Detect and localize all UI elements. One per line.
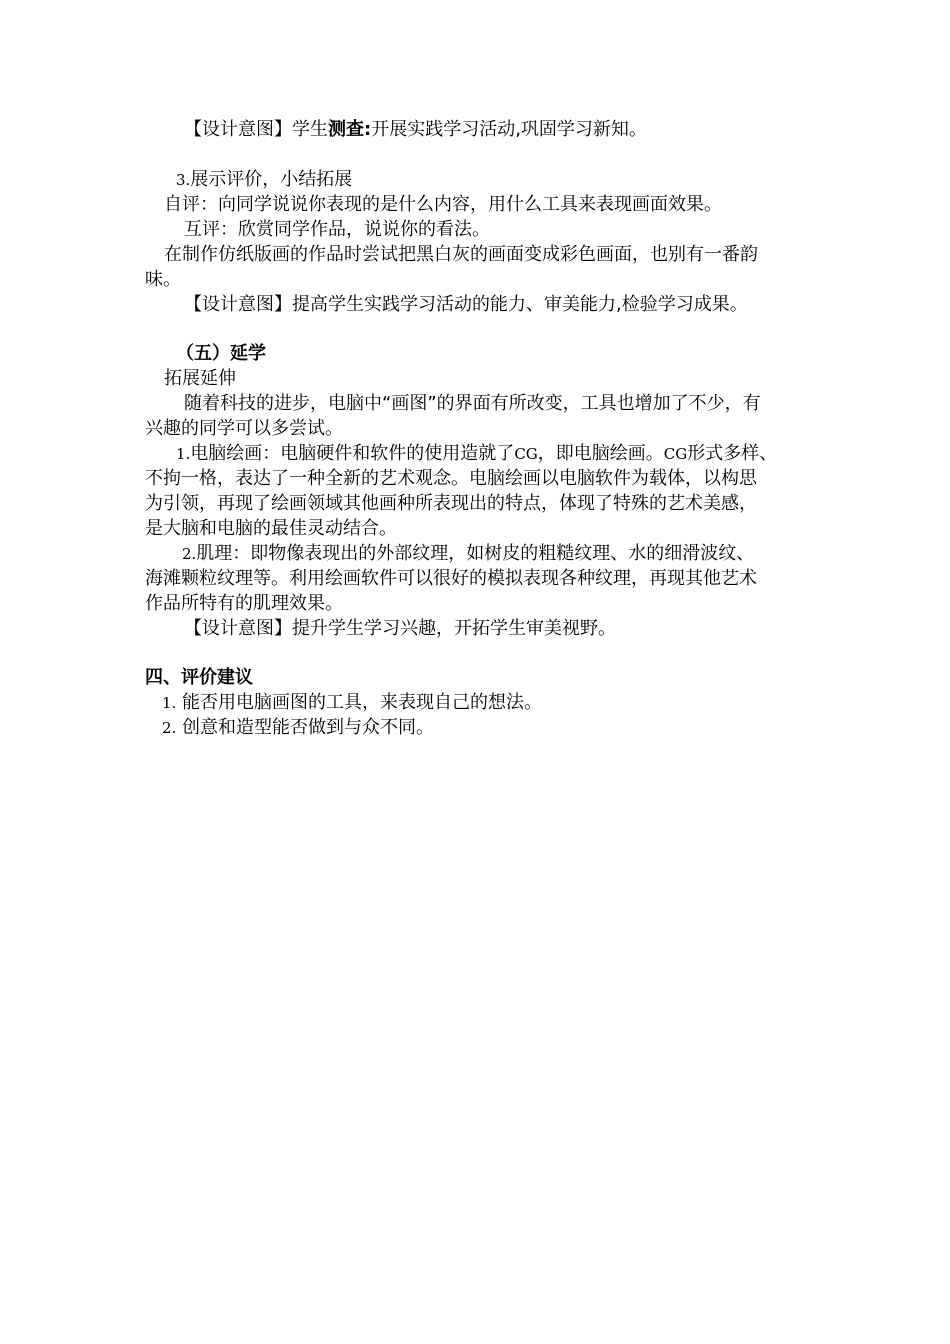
step-number: 3. bbox=[176, 171, 191, 189]
intent-prefix: 【设计意图】学生 bbox=[184, 119, 328, 140]
cg-text-b: ，即电脑绘画。 bbox=[537, 443, 664, 464]
intent-rest: 开展实践学习活动,巩固学习新知。 bbox=[371, 119, 647, 140]
design-intent-2: 【设计意图】提高学生实践学习活动的能力、审美能力,检验学习成果。 bbox=[184, 294, 748, 315]
cg-line-3: 为引领，再现了绘画领域其他画种所表现出的特点，体现了特殊的艺术美感， bbox=[145, 493, 757, 514]
peer-evaluation: 互评：欣赏同学作品，说说你的看法。 bbox=[184, 219, 490, 240]
intent-bold: 测查: bbox=[328, 119, 372, 140]
texture-number: 2. bbox=[182, 545, 197, 563]
evaluation-item-2 bbox=[162, 715, 842, 741]
paper-print-line-2: 味。 bbox=[145, 269, 181, 290]
cg-text-a: 电脑绘画：电脑硬件和软件的使用造就了 bbox=[190, 443, 515, 464]
cg-line-4: 是大脑和电脑的最佳灵动结合。 bbox=[145, 518, 397, 539]
cg-text-c: 形式多样、 bbox=[687, 443, 778, 464]
cg-number: 1. bbox=[176, 445, 191, 463]
evaluation-item-number: 1. bbox=[162, 694, 177, 712]
evaluation-item-text: 创意和造型能否做到与众不同。 bbox=[182, 717, 435, 738]
cg-line-2: 不拘一格，表达了一种全新的艺术观念。电脑绘画以电脑软件为载体，以构思 bbox=[145, 468, 757, 489]
evaluation-item-number: 2. bbox=[162, 719, 177, 737]
evaluation-item-1 bbox=[162, 690, 842, 716]
progress-line-1: 随着科技的进步，电脑中“画图”的界面有所改变，工具也增加了不少，有 bbox=[184, 393, 761, 414]
evaluation-item-text: 能否用电脑画图的工具，来表现自己的想法。 bbox=[182, 692, 543, 713]
evaluation-heading: 四、评价建议 bbox=[145, 667, 253, 688]
progress-line-2: 兴趣的同学可以多尝试。 bbox=[145, 418, 343, 439]
cg-abbr-2: CG bbox=[663, 445, 688, 463]
design-intent-3: 【设计意图】提升学生学习兴趣，开拓学生审美视野。 bbox=[184, 618, 616, 639]
step-3-heading bbox=[176, 167, 856, 193]
design-intent-1 bbox=[184, 117, 864, 142]
texture-line-2: 海滩颗粒纹理等。利用绘画软件可以很好的模拟表现各种纹理，再现其他艺术 bbox=[145, 568, 757, 589]
extension-heading: （五）延学 bbox=[176, 343, 266, 364]
step-text: 展示评价，小结拓展 bbox=[190, 169, 353, 190]
cg-line-1 bbox=[176, 441, 856, 467]
texture-text: 肌理：即物像表现出的外部纹理，如树皮的粗糙纹理、水的细滑波纹、 bbox=[196, 543, 755, 564]
texture-line-3: 作品所特有的肌理效果。 bbox=[145, 593, 343, 614]
texture-line-1 bbox=[182, 541, 862, 567]
paper-print-line-1: 在制作仿纸版画的作品时尝试把黑白灰的画面变成彩色画面，也别有一番韵 bbox=[164, 244, 758, 265]
cg-abbr-1: CG bbox=[514, 445, 538, 463]
extension-subheading: 拓展延伸 bbox=[164, 368, 236, 389]
self-evaluation: 自评：向同学说说你表现的是什么内容，用什么工具来表现画面效果。 bbox=[164, 194, 722, 215]
